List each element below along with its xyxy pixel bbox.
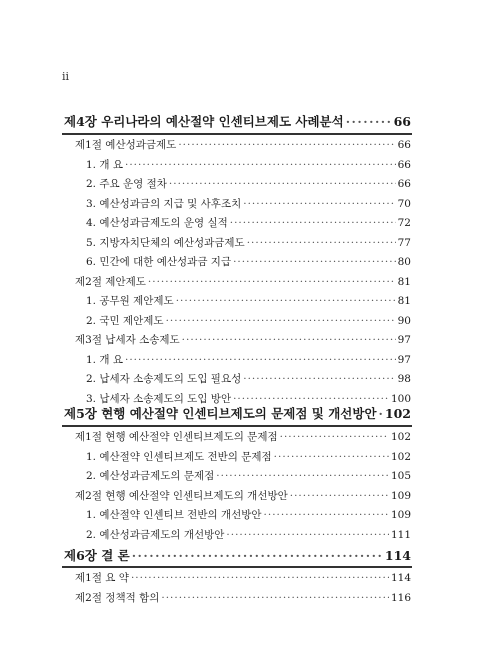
toc-page-number: 77 bbox=[397, 236, 411, 249]
toc-page-number: 70 bbox=[397, 197, 411, 210]
dot-leader bbox=[176, 295, 396, 307]
toc-title: 1. 예산절약 인센티브제도 전반의 문제점 bbox=[86, 450, 272, 463]
toc-title: 2. 예산성과금제도의 문제점 bbox=[86, 470, 215, 482]
toc-page-number: 72 bbox=[397, 217, 411, 229]
dot-leader bbox=[243, 373, 395, 385]
toc-item[interactable] bbox=[86, 507, 411, 522]
toc-title: 2. 국민 제안제도 bbox=[86, 314, 164, 327]
toc-section[interactable] bbox=[75, 429, 411, 444]
dot-leader bbox=[166, 315, 396, 327]
toc-title: 1. 공무원 제안제도 bbox=[86, 295, 174, 307]
dot-leader bbox=[132, 548, 383, 563]
toc-page-number: 81 bbox=[397, 295, 411, 307]
toc-title: 제1절 예산성과금제도 bbox=[75, 139, 177, 151]
toc-page-number: 66 bbox=[397, 178, 411, 190]
dot-leader bbox=[216, 470, 389, 482]
toc-section[interactable] bbox=[75, 332, 411, 347]
dot-leader bbox=[182, 334, 396, 346]
toc-title: 3. 납세자 소송제도의 도입 방안 bbox=[86, 392, 232, 405]
toc-title: 1. 개 요 bbox=[86, 353, 123, 366]
toc-title: 제4장 우리나라의 예산절약 인센티브제도 사례분석 bbox=[64, 114, 344, 129]
dot-leader bbox=[169, 178, 396, 190]
chapter-heading[interactable] bbox=[64, 112, 411, 130]
toc-page-number: 81 bbox=[397, 275, 411, 288]
toc-item[interactable] bbox=[86, 352, 411, 367]
dot-leader bbox=[131, 572, 389, 584]
toc-page-number: 114 bbox=[384, 548, 411, 563]
toc-page-number: 109 bbox=[390, 509, 411, 521]
dot-leader bbox=[233, 256, 396, 268]
dot-leader bbox=[290, 490, 389, 502]
dot-leader bbox=[243, 198, 395, 210]
toc-title: 제3절 납세자 소송제도 bbox=[75, 334, 180, 346]
toc-item[interactable] bbox=[86, 196, 411, 211]
dot-leader bbox=[274, 451, 389, 463]
chapter-rule bbox=[62, 133, 412, 135]
toc-page-number: 90 bbox=[397, 314, 411, 327]
toc-page-number: 97 bbox=[397, 353, 411, 366]
toc-section[interactable] bbox=[75, 570, 411, 585]
toc-title: 2. 예산성과금제도의 개선방안 bbox=[86, 528, 225, 541]
dot-leader bbox=[346, 114, 392, 129]
toc-title: 제2절 정책적 함의 bbox=[75, 591, 160, 604]
toc-title: 2. 주요 운영 절차 bbox=[86, 178, 167, 190]
dot-leader bbox=[125, 159, 396, 171]
toc-title: 1. 예산절약 인센티브 전반의 개선방안 bbox=[86, 509, 262, 521]
page-number: ii bbox=[62, 70, 70, 83]
toc-title: 제2절 제안제도 bbox=[75, 275, 146, 288]
toc-page-number: 66 bbox=[397, 158, 411, 171]
chapter-heading[interactable] bbox=[64, 404, 411, 422]
toc-title: 5. 지방자치단체의 예산성과금제도 bbox=[86, 236, 245, 249]
dot-leader bbox=[161, 592, 389, 604]
toc-page-number: 98 bbox=[397, 373, 411, 385]
toc-page-number: 97 bbox=[397, 334, 411, 346]
toc-title: 제1절 현행 예산절약 인센티브제도의 문제점 bbox=[75, 431, 278, 443]
dot-leader bbox=[178, 139, 395, 151]
toc-title: 1. 개 요 bbox=[86, 158, 123, 171]
toc-page-number: 102 bbox=[384, 406, 411, 421]
dot-leader bbox=[264, 509, 389, 521]
toc-item[interactable] bbox=[86, 215, 411, 230]
chapter-rule bbox=[62, 566, 412, 568]
toc-title: 제5장 현행 예산절약 인센티브제도의 문제점 및 개선방안 bbox=[64, 406, 377, 421]
toc-title: 4. 예산성과금제도의 운영 실적 bbox=[86, 217, 228, 229]
toc-item[interactable] bbox=[86, 313, 411, 328]
toc-page-number: 80 bbox=[397, 256, 411, 268]
toc-page-number: 109 bbox=[390, 489, 411, 502]
toc-page-number: 66 bbox=[397, 139, 411, 151]
chapter-rule bbox=[62, 425, 412, 427]
dot-leader bbox=[230, 217, 396, 229]
toc-item[interactable] bbox=[86, 254, 411, 269]
toc-page-number: 105 bbox=[390, 470, 411, 482]
dot-leader bbox=[226, 529, 389, 541]
toc-page-number: 66 bbox=[393, 114, 411, 129]
toc-page-number: 100 bbox=[390, 392, 411, 405]
toc-section[interactable] bbox=[75, 274, 411, 289]
toc-item[interactable] bbox=[86, 293, 411, 308]
toc-item[interactable] bbox=[86, 371, 411, 386]
toc-page-number: 102 bbox=[390, 431, 411, 443]
toc-section[interactable] bbox=[75, 137, 411, 152]
toc-title: 3. 예산성과금의 지급 및 사후조치 bbox=[86, 197, 242, 210]
toc-page-number: 114 bbox=[390, 572, 411, 584]
dot-leader bbox=[247, 237, 396, 249]
toc-title: 제2절 현행 예산절약 인센티브제도의 개선방안 bbox=[75, 489, 288, 502]
toc-item[interactable] bbox=[86, 235, 411, 250]
toc-title: 2. 납세자 소송제도의 도입 필요성 bbox=[86, 373, 242, 385]
toc-item[interactable] bbox=[86, 527, 411, 542]
dot-leader bbox=[280, 431, 389, 443]
dot-leader bbox=[379, 406, 383, 421]
dot-leader bbox=[148, 276, 396, 288]
toc-title: 제1절 요 약 bbox=[75, 572, 129, 584]
toc-item[interactable] bbox=[86, 468, 411, 483]
toc-title: 6. 민간에 대한 예산성과금 지급 bbox=[86, 256, 232, 268]
chapter-heading[interactable] bbox=[64, 546, 411, 564]
toc-section[interactable] bbox=[75, 488, 411, 503]
toc-section[interactable] bbox=[75, 590, 411, 605]
toc-title: 제6장 결 론 bbox=[64, 548, 130, 563]
toc-page-number: 111 bbox=[390, 528, 411, 541]
toc-page-number: 102 bbox=[390, 450, 411, 463]
toc-item[interactable] bbox=[86, 157, 411, 172]
toc-page-number: 116 bbox=[390, 591, 411, 604]
dot-leader bbox=[233, 393, 389, 405]
dot-leader bbox=[125, 354, 396, 366]
toc-item[interactable] bbox=[86, 449, 411, 464]
toc-item[interactable] bbox=[86, 176, 411, 191]
